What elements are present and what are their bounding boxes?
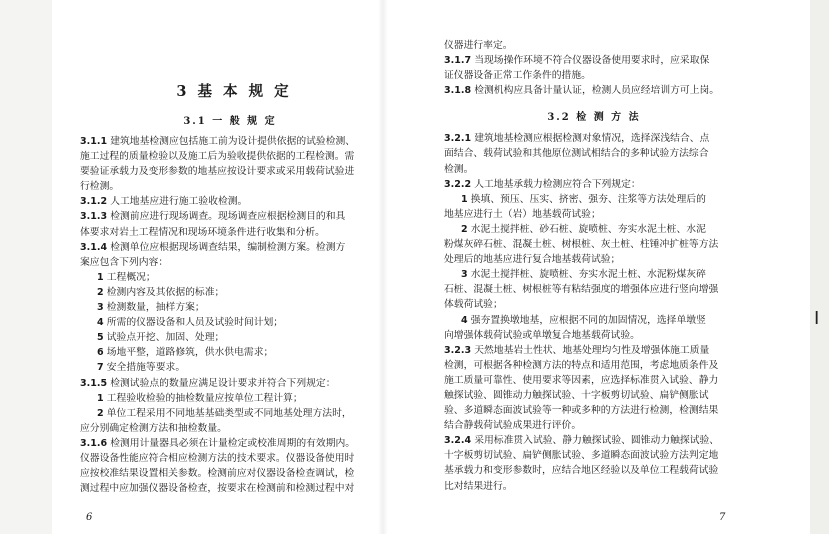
clause-number: 3.1.3 — [80, 211, 108, 223]
line-text: 要验证承载力及变形参数的地基应按设计要求或采用载荷试验进 — [80, 166, 355, 178]
line-text: 向增强体载荷试验或单墩复合地基载荷试验。 — [444, 329, 640, 341]
text-line — [444, 146, 744, 161]
clause-number: 3.1.6 — [80, 437, 108, 449]
text-line — [80, 406, 380, 421]
window-edge-right — [810, 0, 829, 534]
clause-number: 3.2.2 — [444, 178, 472, 190]
text-line — [444, 479, 744, 494]
text-line — [444, 463, 744, 478]
text-line — [444, 222, 744, 237]
line-text: 检测，可根据各种检测方法的特点和适用范围，考虑地质条件及 — [444, 359, 719, 371]
line-text: 采用标准贯入试验、静力触探试验、圆锥动力触探试验、 — [474, 435, 720, 447]
clause-number: 1 — [461, 193, 468, 205]
text-line — [444, 207, 744, 222]
text-line — [444, 192, 744, 207]
line-text: 检测单位应根据现场调查结果，编制检测方案。检测方 — [110, 241, 346, 253]
left-page — [80, 0, 380, 496]
line-text: 单位工程采用不同地基基础类型或不同地基处理方法时， — [106, 407, 352, 419]
text-line — [444, 282, 744, 297]
clause-number: 3.2.1 — [444, 133, 472, 145]
line-text: 场地平整，道路修筑，供水供电需求； — [106, 347, 274, 359]
text-line — [444, 297, 744, 312]
clause-number: 3.1.2 — [80, 196, 108, 208]
line-text: 基承载力和变形参数时，应结合地区经验以及单位工程载荷试验 — [444, 465, 719, 477]
line-text: 测过程中应加强仪器设备检查，按要求在检测前和检测过程中对 — [80, 483, 355, 495]
line-text: 检测试验点的数量应满足设计要求并符合下列规定： — [110, 377, 336, 389]
line-text: 检测前应进行现场调查。现场调查应根据检测目的和具 — [110, 211, 346, 223]
line-text: 强夯置换墩地基，应根据不同的加固情况，选择单墩竖 — [470, 314, 706, 326]
text-line — [80, 315, 380, 330]
text-line — [80, 360, 380, 375]
clause-number: 6 — [97, 347, 104, 359]
line-text: 当现场操作环境不符合仪器设备使用要求时，应采取保 — [474, 55, 710, 67]
clause-number: 4 — [97, 317, 104, 329]
text-line — [80, 300, 380, 315]
line-text: 检测。 — [444, 163, 474, 175]
line-text: 粉煤灰碎石桩、混凝土桩、树根桩、灰土桩、柱锤冲扩桩等方法 — [444, 239, 719, 251]
text-line — [80, 194, 380, 209]
line-text: 仪器进行率定。 — [444, 40, 513, 51]
text-line — [80, 255, 380, 270]
line-text: 水泥土搅拌桩、砂石桩、旋喷桩、夯实水泥土桩、水泥 — [470, 223, 706, 235]
line-text: 工程验收检验的抽检数量应按单位工程计算； — [106, 392, 303, 404]
text-line — [444, 418, 744, 433]
line-text: 工程概况； — [106, 271, 156, 283]
right-page-body-top — [444, 38, 744, 98]
text-line — [444, 252, 744, 267]
left-page-body — [80, 134, 380, 496]
line-text: 建筑地基检测应包括施工前为设计提供依据的试验检测、 — [110, 136, 356, 147]
section-title-3-2: 3.2 检 测 方 法 — [547, 112, 641, 124]
text-line — [444, 267, 744, 282]
text-line — [444, 343, 744, 358]
line-text: 施工质量可靠性、使用要求等因素，应选择标准贯入试验、静力 — [444, 374, 719, 386]
line-text: 触探试验、圆锥动力触探试验、十字板剪切试验、扁铲侧胀试 — [444, 389, 709, 401]
text-line — [444, 177, 744, 192]
section-title-3-1: 3.1 一 般 规 定 — [183, 116, 277, 127]
line-text: 检测用计量器具必须在计量检定或校准周期的有效期内。 — [110, 437, 356, 449]
text-line — [444, 433, 744, 448]
text-line — [80, 134, 380, 149]
text-line — [444, 131, 744, 146]
text-line — [80, 225, 380, 240]
line-text: 检测数量，抽样方案； — [106, 302, 205, 314]
text-line — [80, 270, 380, 285]
line-text: 施工过程的质量检验以及施工后为验收提供依据的工程检测。需 — [80, 151, 355, 163]
text-line — [444, 358, 744, 373]
line-text: 检测内容及其依据的标准； — [106, 286, 225, 298]
text-line — [444, 162, 744, 177]
clause-number: 3.1.4 — [80, 241, 108, 253]
clause-number: 3.2.4 — [444, 435, 472, 447]
line-text: 人工地基应进行施工验收检测。 — [110, 196, 248, 208]
text-line — [80, 240, 380, 255]
right-page — [444, 0, 744, 494]
line-text: 体要求对岩土工程情况和现场环境条件进行收集和分析。 — [80, 226, 325, 238]
line-text: 石桩、混凝土桩、树根桩等有粘结强度的增强体应进行竖向增强 — [444, 284, 719, 296]
text-line — [80, 376, 380, 391]
clause-number: 1 — [97, 392, 104, 404]
text-line — [80, 466, 380, 481]
clause-number: 1 — [97, 271, 104, 283]
text-cursor-icon: I — [814, 308, 820, 329]
line-text: 检测机构应具备计量认证，检测人员应经培训方可上岗。 — [474, 85, 720, 97]
text-line — [80, 285, 380, 300]
line-text: 所需的仪器设备和人员及试验时间计划； — [106, 317, 284, 329]
text-line — [444, 313, 744, 328]
text-line — [80, 179, 380, 194]
text-line — [80, 391, 380, 406]
text-line — [80, 209, 380, 224]
line-text: 水泥土搅拌桩、旋喷桩、夯实水泥土桩、水泥粉煤灰碎 — [470, 269, 706, 281]
text-line — [444, 237, 744, 252]
line-text: 建筑地基检测应根据检测对象情况，选择深浅结合、点 — [474, 133, 710, 145]
line-text: 证仪器设备正常工作条件的措施。 — [444, 70, 591, 82]
clause-number: 3.2.3 — [444, 344, 472, 356]
clause-number: 3.1.8 — [444, 85, 472, 97]
line-text: 安全措施等要求。 — [106, 362, 186, 374]
clause-number: 3 — [461, 269, 468, 281]
line-text: 地基应进行土（岩）地基载荷试验； — [444, 208, 601, 220]
text-line — [444, 448, 744, 463]
text-line — [444, 38, 744, 53]
text-line — [444, 403, 744, 418]
right-page-body — [444, 131, 744, 493]
line-text: 结合静载荷试验成果进行评价。 — [444, 420, 582, 432]
line-text: 处理后的地基应进行复合地基载荷试验； — [444, 254, 621, 266]
text-line — [444, 68, 744, 83]
text-line — [80, 481, 380, 496]
line-text: 面结合、载荷试验和其他原位测试相结合的多种试验方法综合 — [444, 148, 709, 160]
page-number-left: 6 — [86, 512, 93, 523]
page-number-right: 7 — [719, 512, 726, 523]
line-text: 行检测。 — [80, 181, 120, 193]
line-text: 试验点开挖、加固、处理； — [106, 332, 225, 344]
text-line — [80, 421, 380, 436]
text-line — [444, 388, 744, 403]
text-line — [80, 451, 380, 466]
text-line — [80, 345, 380, 360]
text-line — [80, 436, 380, 451]
chapter-title: 3 基 本 规 定 — [176, 83, 292, 100]
text-line — [444, 373, 744, 388]
line-text: 换填、预压、压实、挤密、强夯、注浆等方法处理后的 — [470, 193, 706, 205]
line-text: 人工地基承载力检测应符合下列规定： — [474, 178, 641, 190]
text-line — [80, 330, 380, 345]
line-text: 应分别确定检测方法和抽检数量。 — [80, 422, 227, 434]
text-line — [444, 328, 744, 343]
clause-number: 3.1.1 — [80, 136, 108, 147]
line-text: 应按校准结果设置相关参数。检测前应对仪器设备检查调试，检 — [80, 468, 355, 480]
clause-number: 3 — [97, 302, 104, 314]
text-line — [80, 149, 380, 164]
line-text: 天然地基岩土性状、地基处理均匀性及增强体施工质量 — [474, 344, 710, 356]
clause-number: 4 — [461, 314, 468, 326]
clause-number: 2 — [97, 407, 104, 419]
clause-number: 5 — [97, 332, 104, 344]
line-text: 案应包含下列内容： — [80, 256, 169, 268]
text-line — [444, 83, 744, 98]
line-text: 十字板剪切试验、扁铲侧胀试验、多道瞬态面波试验方法判定地 — [444, 450, 719, 462]
text-line — [80, 164, 380, 179]
clause-number: 3.1.7 — [444, 55, 472, 67]
text-line — [444, 53, 744, 68]
clause-number: 2 — [461, 223, 468, 235]
line-text: 验、多道瞬态面波试验等一种或多种的方法进行检测，检测结果 — [444, 405, 719, 417]
line-text: 比对结果进行。 — [444, 480, 513, 492]
clause-number: 7 — [97, 362, 104, 374]
line-text: 仪器设备性能应符合相应检测方法的技术要求。仪器设备使用时 — [80, 452, 355, 464]
line-text: 体载荷试验； — [444, 299, 503, 311]
clause-number: 3.1.5 — [80, 377, 108, 389]
clause-number: 2 — [97, 286, 104, 298]
